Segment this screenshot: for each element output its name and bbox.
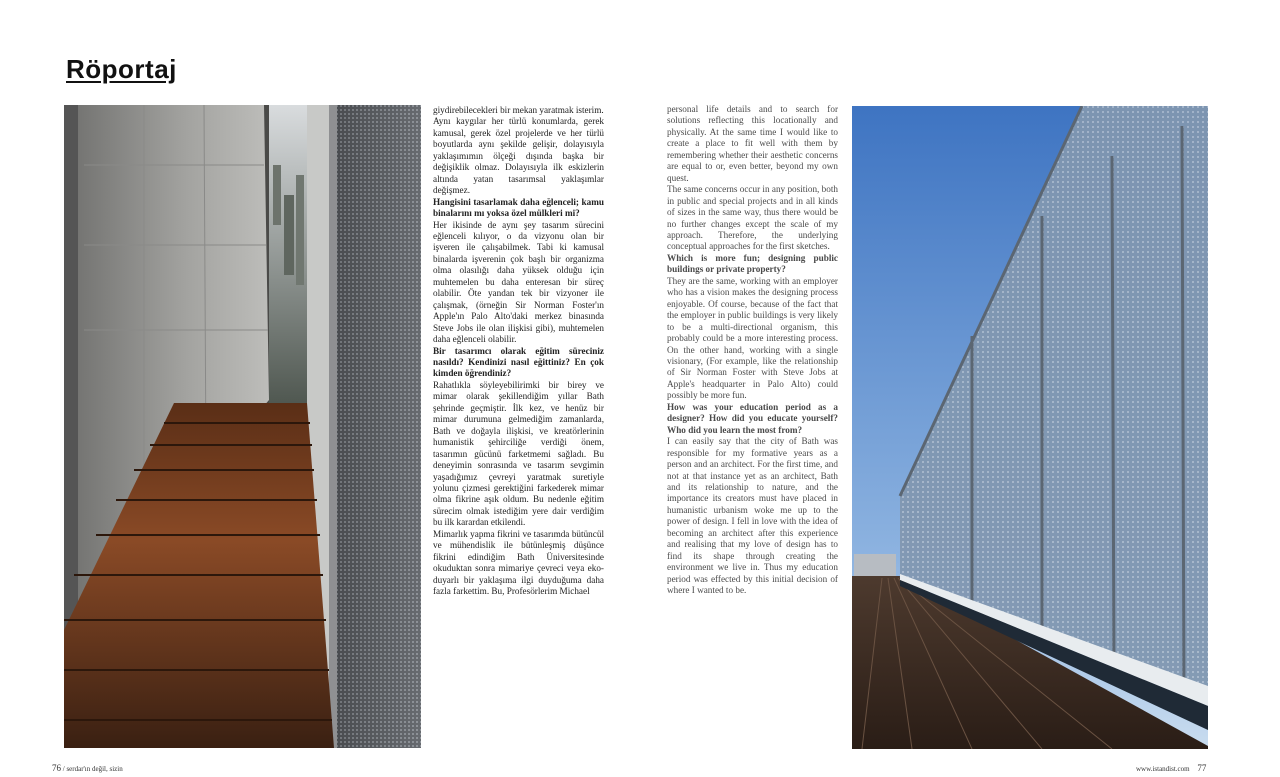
photo-terrace-right [852,106,1208,749]
interview-question: Bir tasarımcı olarak eğitim süreciniz nasıldı? Kendinizi nasıl eğittiniz? En çok kimden öğrendiniz? [433,345,604,379]
interview-question: Hangisini tasarlamak daha eğlenceli; kamu binalarını mı yoksa özel mülkleri mi? [433,196,604,219]
footer-right [1136,763,1206,773]
publication-name: / serdar'ın değil, sizin [62,765,123,773]
footer-left [52,763,123,773]
article-column-turkish [433,105,604,597]
article-paragraph: giydirebilecekleri bir mekan yaratmak isterim. [433,105,604,115]
article-paragraph: I can easily say that the city of Bath was responsible for my formative years as a person and an architect. For the first time, and not at that instance yet as an architect, Bath and its relationship to nature, and the importance its creators must have placed in humanistic urbanism woke me up to the power of design. I fell in love with the idea of becoming an architect after this experience and realising that my love of design has to find its shape through creating the environment we live in. Thus my education period was effected by this initial decision of where I wanted to be. [667,436,838,596]
article-paragraph: Her ikisinde de aynı şey tasarım sürecini eğlenceli kılıyor, o da vizyonu olan bir işveren ile çalışabilmek. Tabi ki kamusal binalarda işverenin çok başlı bir organizma olma olasılığı daha yüksek olduğu için muhtemelen bu daha enteresan bir süreç olabilir. Öte yandan tek bir vizyoner ile çalışmak, (örneğin Sir Norman Foster'ın Apple'ın Palo Alto'daki merkez binasında Steve Jobs ile olan ilişkisi gibi), muhtemelen daha eğlenceli olabilir. [433,219,604,345]
page-number-left: 76 [52,763,61,773]
article-column-english [667,104,838,596]
article-paragraph: Rahatlıkla söyleyebilirimki bir birey ve mimar olarak şekillendiğim yıllar Bath şehrinde geçmiştir. İlk kez, ve henüz bir mimar durumuna gelmediğim zamanlarda, Bath ve doğayla ilişkisi, ve kreatörlerinin humanistik şehirciliğe verdiği önem, tasarımın gücünü farketmemi sağladı. Bu deneyimin sonrasında ve tasarım sevgimin yaşadığımız çevreyi yaratmak suretiyle yolunu çizmesi gerektiğini farkederek mimar olma fikrine aşık oldum. Bu nedenle eğitim sürecim olmak istediğim yere dair verdiğim bu ilk karardan etkilendi. [433,379,604,528]
interview-question: Which is more fun; designing public buildings or private property? [667,252,838,275]
website-link[interactable]: www.istandist.com [1136,765,1190,773]
page-number-right: 77 [1197,763,1207,773]
article-paragraph: Aynı kaygılar her türlü konumlarda, gerek kamusal, gerek özel projelerde ve her türlü boyutlarda aynı şekilde gelişir, dolayısıyla yaklaşımımın ölçeği dışında başka bir değişiklik olmaz. Dolayısıyla ilk eskizlerin altında yatan tasarımsal yaklaşımlar değişmez. [433,116,604,196]
article-paragraph: They are the same, working with an employer who has a vision makes the designing process enjoyable. Of course, because of the fact that the employer in public buildings is very likely to be a multi-directional organism, this probably could be a more interesting process. On the other hand, working with a single visionary, (For example, like the relationship of Sir Norman Foster with Steve Jobs at Apple's headquarter in Palo Alto) could possibly be more fun. [667,275,838,401]
article-paragraph: The same concerns occur in any position, both in public and special projects and in all kinds of sizes in the same way, thus there would be no further changes except the scale of my approach. Therefore, the underlying conceptual approaches for the first sketches. [667,184,838,252]
interview-question: How was your education period as a designer? How did you educate yourself? Who did you learn the most from? [667,401,838,435]
section-title: Röportaj [66,54,177,84]
article-paragraph: Mimarlık yapma fikrini ve tasarımda bütüncül ve mühendislik ile bütünleşmiş düşünce fikrini edindiğim Bath Üniversitesinde okuduktan sonra mimariye çevreci veya eko-duyarlı bir yaklaşıma ilgi duyduğuma daha fazla farkettim. Bu, Profesörlerim Michael [433,528,604,597]
article-paragraph: personal life details and to search for solutions reflecting this locationally and physically. At the same time I would like to create a place to fit well with them by remembering whether their aesthetic concerns are equal to or, even better, beyond my own quest. [667,104,838,183]
photo-balcony-left [64,105,421,748]
